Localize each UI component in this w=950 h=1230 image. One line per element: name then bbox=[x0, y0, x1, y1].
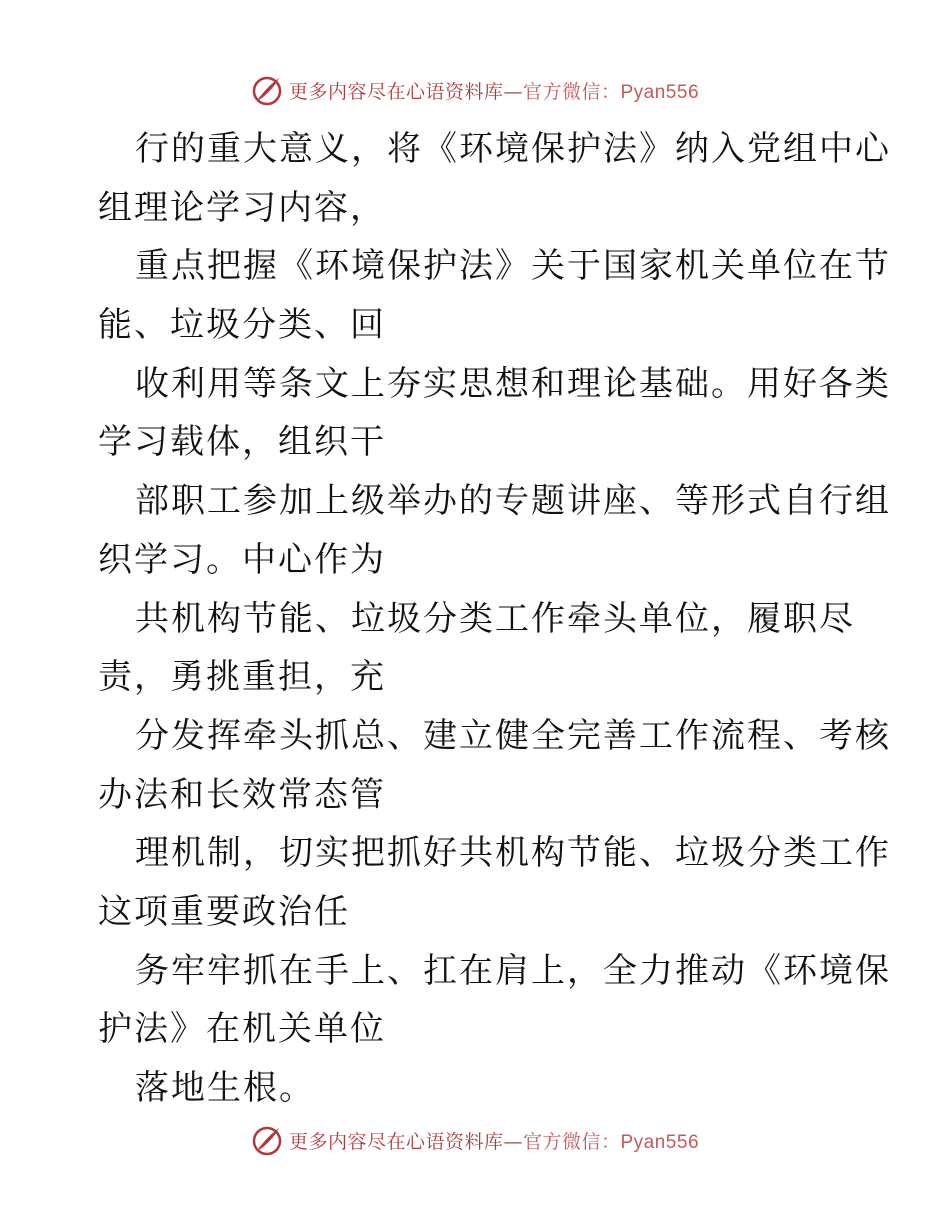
footer-banner-main: 更多内容尽在心语资料库 bbox=[288, 1130, 504, 1153]
header-banner-text bbox=[289, 77, 699, 104]
body-line: 组理论学习内容， bbox=[98, 187, 386, 228]
footer-banner-dash: — bbox=[503, 1130, 523, 1153]
footer-banner bbox=[0, 1120, 950, 1160]
body-line: 分发挥牵头抓总、建立健全完善工作流程、考核 bbox=[135, 715, 891, 756]
footer-banner-text bbox=[289, 1127, 699, 1154]
body-line: 理机制，切实把抓好共机构节能、垃圾分类工作 bbox=[135, 833, 891, 874]
body-line: 能、垃圾分类、回 bbox=[98, 305, 386, 346]
header-banner-main: 更多内容尽在心语资料库 bbox=[288, 80, 504, 103]
body-line: 学习载体，组织干 bbox=[98, 422, 386, 463]
body-line: 收利用等条文上夯实思想和理论基础。用好各类 bbox=[135, 363, 891, 404]
feather-pen-logo-icon bbox=[251, 74, 283, 106]
footer-banner-wechat: 官方微信：Pyan556 bbox=[523, 1131, 700, 1153]
body-line: 部职工参加上级举办的专题讲座、等形式自行组 bbox=[135, 481, 891, 522]
feather-pen-logo-icon bbox=[251, 1124, 283, 1156]
body-line: 办法和长效常态管 bbox=[98, 774, 386, 815]
body-line: 行的重大意义，将《环境保护法》纳入党组中心 bbox=[135, 129, 891, 169]
body-line: 落地生根。 bbox=[135, 1068, 315, 1108]
body-line: 护法》在机关单位 bbox=[98, 1009, 386, 1050]
header-banner-wechat: 官方微信：Pyan556 bbox=[523, 81, 700, 103]
header-banner bbox=[0, 70, 950, 110]
body-line: 务牢牢抓在手上、扛在肩上，全力推动《环境保 bbox=[135, 950, 891, 991]
body-line: 这项重要政治任 bbox=[98, 891, 350, 932]
body-line: 重点把握《环境保护法》关于国家机关单位在节 bbox=[135, 246, 891, 287]
body-line: 共机构节能、垃圾分类工作牵头单位，履职尽 bbox=[135, 598, 855, 639]
header-banner-inner bbox=[251, 74, 699, 106]
body-line: 织学习。中心作为 bbox=[98, 539, 386, 580]
header-banner-dash: — bbox=[503, 80, 523, 103]
footer-banner-inner bbox=[251, 1124, 699, 1156]
body-line: 责，勇挑重担，充 bbox=[98, 657, 386, 698]
document-body bbox=[98, 120, 891, 1118]
